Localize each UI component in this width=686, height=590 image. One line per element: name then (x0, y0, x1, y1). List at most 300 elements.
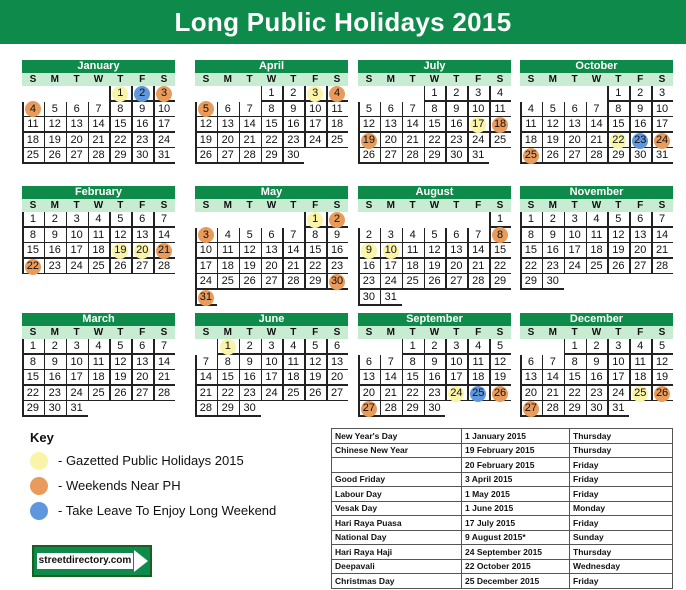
day-cell (44, 401, 66, 417)
day-cell (282, 228, 304, 244)
day-number: 19 (655, 371, 669, 384)
day-number: 29 (524, 275, 538, 288)
day-cell (22, 148, 44, 164)
day-number: 16 (428, 371, 441, 384)
day-cell (282, 355, 304, 371)
legend-label: - Gazetted Public Holidays 2015 (58, 453, 244, 468)
holiday-table (331, 428, 673, 589)
week-row (195, 102, 348, 118)
day-cell (282, 117, 304, 133)
day-number: 11 (27, 118, 39, 131)
day-number: 14 (406, 118, 419, 131)
day-number: 6 (224, 102, 231, 115)
month-name: January (22, 60, 175, 73)
day-number: 14 (157, 355, 171, 368)
day-number: 3 (387, 228, 394, 241)
day-number: 28 (546, 402, 559, 415)
week-row (195, 274, 348, 290)
day-cell (651, 212, 673, 228)
holiday-date: 19 February 2015 (462, 443, 570, 458)
day-number: 24 (157, 133, 171, 146)
day-cell (489, 243, 511, 259)
day-cell (607, 259, 629, 275)
day-cell (629, 148, 651, 164)
week-row (520, 355, 673, 371)
day-cell (564, 370, 586, 386)
day-number: 1 (497, 213, 504, 225)
weekday-label: S (202, 74, 210, 85)
day-cell (564, 339, 586, 355)
weekday-header (520, 326, 673, 339)
yellow-dot-icon (30, 452, 48, 470)
day-cell (195, 148, 217, 164)
month-name: March (22, 313, 175, 326)
weekday-label: M (223, 200, 232, 211)
day-number: 23 (362, 275, 376, 288)
day-number: 18 (493, 118, 507, 131)
day-number: 8 (431, 102, 438, 115)
day-cell (153, 243, 175, 259)
day-number: 9 (593, 355, 600, 368)
day-cell (520, 133, 542, 149)
day-number: 12 (362, 118, 376, 131)
day-cell (326, 133, 348, 149)
day-number: 17 (70, 244, 83, 257)
day-cell (66, 259, 88, 275)
weekday-label: M (548, 200, 557, 211)
day-cell (282, 339, 304, 355)
day-cell (607, 212, 629, 228)
day-cell (358, 102, 380, 118)
week-row (520, 228, 673, 244)
day-number: 28 (655, 259, 669, 272)
week-row (195, 117, 348, 133)
week-row (520, 148, 673, 164)
day-cell (542, 133, 564, 149)
day-cell (66, 117, 88, 133)
day-cell (564, 243, 586, 259)
day-cell (520, 355, 542, 371)
day-cell (261, 259, 283, 275)
day-number: 19 (612, 244, 625, 257)
page-title: Long Public Holidays 2015 (174, 6, 512, 37)
day-cell (402, 133, 424, 149)
day-number: 1 (117, 87, 124, 99)
day-number: 2 (431, 340, 438, 352)
day-number: 19 (243, 259, 256, 272)
day-number: 6 (73, 102, 80, 115)
day-number: 19 (546, 133, 559, 146)
day-number: 9 (334, 228, 341, 241)
day-number: 24 (568, 259, 581, 272)
day-number: 16 (546, 244, 559, 257)
day-number: 20 (330, 371, 344, 384)
day-cell (424, 228, 446, 244)
day-number: 2 (334, 213, 341, 225)
month-september (358, 313, 511, 417)
day-number: 22 (309, 259, 322, 272)
day-number: 12 (612, 228, 625, 241)
day-cell (607, 339, 629, 355)
day-number: 8 (29, 228, 36, 241)
day-number: 19 (428, 259, 441, 272)
day-cell (66, 102, 88, 118)
table-row (332, 516, 673, 531)
day-cell (239, 228, 261, 244)
month-january (22, 60, 175, 164)
day-number: 30 (136, 149, 149, 162)
day-number: 23 (590, 386, 603, 399)
weekday-label: S (333, 200, 341, 211)
day-number: 28 (384, 402, 397, 415)
day-cell (564, 212, 586, 228)
day-cell (326, 212, 348, 228)
day-number: 29 (428, 149, 441, 162)
weekday-label: T (409, 327, 416, 338)
day-number: 29 (265, 149, 278, 162)
day-number: 2 (549, 213, 556, 225)
day-cell (542, 117, 564, 133)
day-number: 2 (51, 213, 58, 225)
day-cell (607, 133, 629, 149)
day-cell (131, 212, 153, 228)
day-number: 15 (221, 371, 234, 384)
weekday-label: T (73, 200, 80, 211)
day-cell (153, 339, 175, 355)
day-number: 22 (524, 259, 538, 272)
weekday-label: S (527, 74, 535, 85)
day-number: 14 (287, 244, 300, 257)
day-number: 4 (224, 228, 231, 241)
day-number: 23 (48, 386, 61, 399)
day-cell (304, 117, 326, 133)
day-cell (424, 386, 446, 402)
day-number: 17 (70, 371, 83, 384)
day-cell (542, 401, 564, 417)
day-number: 9 (246, 355, 253, 368)
day-cell (239, 259, 261, 275)
day-number: 15 (612, 118, 625, 131)
day-number: 1 (409, 340, 416, 352)
weekday-label: M (50, 74, 59, 85)
day-cell (467, 243, 489, 259)
day-cell (304, 339, 326, 355)
weekday-label: W (93, 327, 104, 338)
day-cell (153, 386, 175, 402)
day-cell (564, 259, 586, 275)
day-cell (402, 401, 424, 417)
day-number: 12 (114, 228, 127, 241)
day-cell (195, 117, 217, 133)
day-number: 16 (330, 244, 344, 257)
day-number: 6 (139, 213, 146, 225)
day-number: 9 (51, 355, 58, 368)
day-number: 18 (287, 371, 300, 384)
day-cell (109, 243, 131, 259)
day-cell (402, 259, 424, 275)
day-number: 24 (265, 386, 278, 399)
day-cell (66, 133, 88, 149)
day-number: 7 (95, 102, 102, 115)
day-number: 15 (493, 244, 507, 257)
day-cell (217, 133, 239, 149)
day-number: 6 (453, 228, 460, 241)
day-cell (22, 212, 44, 228)
day-cell (217, 339, 239, 355)
day-cell (520, 228, 542, 244)
week-row (195, 259, 348, 275)
day-number: 25 (287, 386, 300, 399)
day-cell (520, 370, 542, 386)
week-row (22, 133, 175, 149)
day-cell (629, 259, 651, 275)
day-number: 13 (634, 228, 647, 241)
day-cell (153, 355, 175, 371)
weekday-label: T (73, 327, 80, 338)
day-cell (586, 148, 608, 164)
day-number: 20 (524, 386, 538, 399)
day-number: 25 (26, 149, 40, 162)
day-number: 21 (157, 371, 171, 384)
day-number: 7 (202, 355, 209, 368)
weekday-label: S (496, 200, 504, 211)
day-number: 16 (48, 244, 61, 257)
day-cell (358, 370, 380, 386)
day-cell (564, 401, 586, 417)
weekday-label: F (475, 74, 482, 85)
day-number: 1 (571, 340, 578, 352)
day-number: 11 (494, 102, 506, 115)
day-number: 21 (590, 133, 603, 146)
weekday-label: T (453, 74, 460, 85)
holiday-date: 1 May 2015 (462, 487, 570, 502)
day-cell (542, 259, 564, 275)
day-number: 22 (26, 386, 40, 399)
day-cell (424, 243, 446, 259)
week-row (520, 212, 673, 228)
day-cell (88, 228, 110, 244)
week-row (22, 259, 175, 275)
day-number: 9 (431, 355, 438, 368)
day-number: 11 (406, 244, 419, 257)
weekday-label: S (496, 327, 504, 338)
weekday-label: S (333, 74, 341, 85)
day-cell (651, 228, 673, 244)
day-cell (402, 228, 424, 244)
day-cell (651, 386, 673, 402)
day-number: 11 (222, 244, 234, 257)
day-cell (109, 355, 131, 371)
weekday-label: S (202, 327, 210, 338)
day-number: 13 (524, 371, 538, 384)
day-number: 21 (384, 386, 397, 399)
day-number: 7 (409, 102, 416, 115)
day-number: 6 (637, 213, 644, 225)
day-number: 12 (655, 355, 669, 368)
day-cell (380, 386, 402, 402)
day-number: 25 (92, 259, 105, 272)
day-cell (88, 243, 110, 259)
week-row (22, 355, 175, 371)
day-number: 14 (590, 118, 603, 131)
weekday-label: T (73, 74, 80, 85)
day-cell (109, 386, 131, 402)
day-cell (402, 102, 424, 118)
day-cell (131, 148, 153, 164)
day-cell (629, 243, 651, 259)
day-cell (88, 212, 110, 228)
day-cell (586, 355, 608, 371)
day-cell (66, 212, 88, 228)
day-cell (261, 228, 283, 244)
day-cell (489, 259, 511, 275)
table-row (332, 458, 673, 473)
day-number: 2 (637, 87, 644, 99)
day-cell (424, 102, 446, 118)
day-number: 23 (330, 259, 344, 272)
day-cell (326, 386, 348, 402)
day-number: 11 (331, 102, 343, 115)
day-number: 14 (655, 228, 669, 241)
holiday-name: Labour Day (332, 487, 462, 502)
day-number: 11 (590, 228, 603, 241)
day-cell (66, 401, 88, 417)
day-number: 21 (287, 259, 300, 272)
day-cell (586, 401, 608, 417)
day-cell (217, 117, 239, 133)
day-number: 22 (493, 259, 507, 272)
day-cell (66, 339, 88, 355)
legend-item-weekend (30, 475, 330, 495)
day-number: 2 (51, 340, 58, 352)
day-cell (326, 228, 348, 244)
weekday-label: S (527, 327, 535, 338)
day-number: 22 (114, 133, 127, 146)
day-cell (380, 243, 402, 259)
weekday-label: M (386, 200, 395, 211)
day-number: 15 (26, 244, 40, 257)
day-cell (282, 148, 304, 164)
day-number: 18 (92, 244, 105, 257)
day-number: 5 (117, 340, 124, 352)
day-number: 13 (70, 118, 83, 131)
day-cell (217, 243, 239, 259)
day-cell (445, 86, 467, 102)
day-cell (239, 274, 261, 290)
streetdirectory-logo[interactable] (32, 545, 152, 577)
day-number: 3 (615, 340, 622, 352)
day-number: 2 (246, 340, 253, 352)
day-number: 31 (384, 290, 397, 303)
day-cell (607, 117, 629, 133)
day-cell (467, 370, 489, 386)
legend-item-take-leave (30, 500, 330, 520)
day-number: 10 (265, 355, 278, 368)
holiday-name: Chinese New Year (332, 443, 462, 458)
day-cell (489, 117, 511, 133)
day-cell (109, 86, 131, 102)
day-cell (467, 274, 489, 290)
day-number: 28 (472, 275, 485, 288)
day-cell (66, 148, 88, 164)
day-number: 13 (265, 244, 278, 257)
day-number: 16 (590, 371, 603, 384)
day-number: 23 (546, 259, 559, 272)
day-number: 15 (309, 244, 322, 257)
week-row (358, 259, 511, 275)
day-number: 4 (593, 213, 600, 225)
day-number: 5 (51, 102, 58, 115)
day-cell (217, 274, 239, 290)
week-row (520, 117, 673, 133)
day-cell (489, 370, 511, 386)
holiday-date: 1 January 2015 (462, 429, 570, 444)
month-july (358, 60, 511, 164)
day-number: 19 (362, 133, 376, 146)
weekday-header (520, 73, 673, 86)
day-number: 27 (136, 386, 149, 399)
week-row (520, 133, 673, 149)
day-cell (424, 148, 446, 164)
holiday-day: Thursday (570, 443, 673, 458)
day-cell (44, 133, 66, 149)
day-number: 30 (243, 402, 256, 415)
day-cell (520, 274, 542, 290)
week-row (195, 386, 348, 402)
weekday-header (22, 326, 175, 339)
week-row (22, 228, 175, 244)
day-cell (520, 102, 542, 118)
weekday-label: W (429, 327, 440, 338)
day-cell (88, 117, 110, 133)
day-number: 21 (655, 244, 669, 257)
weekday-label: F (312, 74, 319, 85)
weekday-label: W (93, 200, 104, 211)
month-name: September (358, 313, 511, 326)
day-cell (109, 228, 131, 244)
day-cell (239, 355, 261, 371)
day-cell (304, 243, 326, 259)
day-number: 10 (568, 228, 581, 241)
day-cell (131, 386, 153, 402)
holiday-date: 20 February 2015 (462, 458, 570, 473)
week-row (22, 386, 175, 402)
day-number: 8 (224, 355, 231, 368)
day-number: 27 (265, 275, 278, 288)
day-number: 31 (199, 290, 213, 303)
weekday-label: T (290, 200, 297, 211)
title-banner (0, 0, 686, 44)
weekday-label: T (453, 200, 460, 211)
week-row (520, 339, 673, 355)
holiday-date: 17 July 2015 (462, 516, 570, 531)
day-number: 8 (409, 355, 416, 368)
day-number: 20 (450, 259, 463, 272)
week-row (195, 148, 348, 164)
day-number: 30 (287, 149, 300, 162)
weekday-label: F (139, 327, 146, 338)
day-cell (586, 370, 608, 386)
day-number: 3 (659, 87, 666, 99)
day-number: 3 (161, 87, 168, 99)
day-cell (282, 386, 304, 402)
day-cell (489, 386, 511, 402)
holiday-name: Hari Raya Haji (332, 545, 462, 560)
day-number: 12 (546, 118, 559, 131)
day-cell (88, 386, 110, 402)
day-cell (44, 102, 66, 118)
day-number: 12 (114, 355, 127, 368)
